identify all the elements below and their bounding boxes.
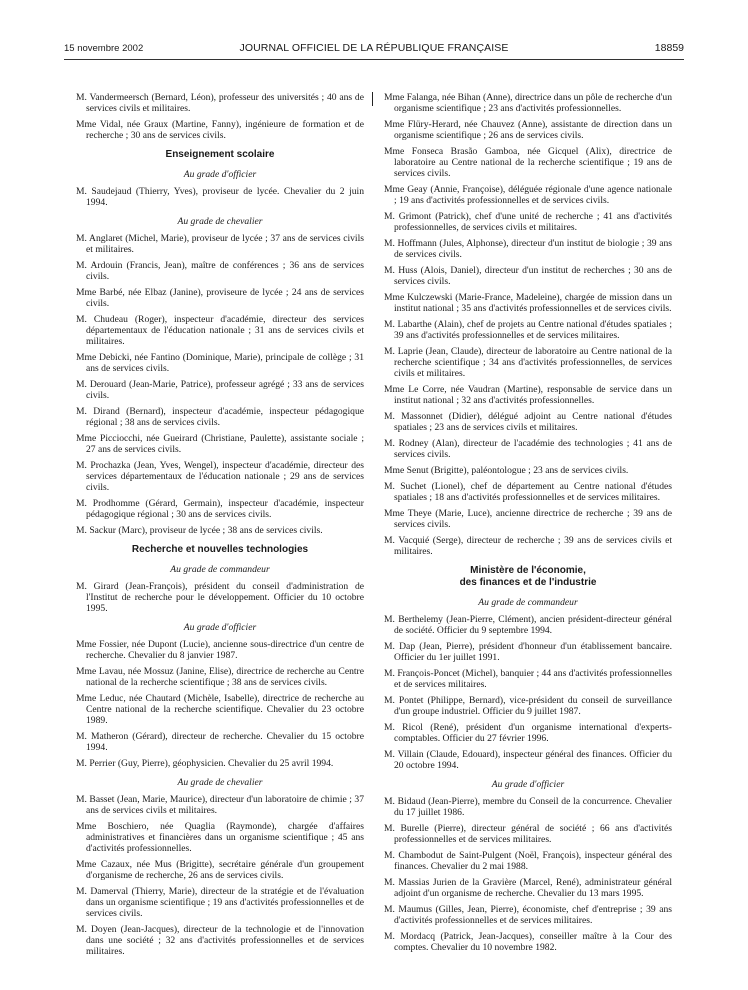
nominee-entry: M. Bidaud (Jean-Pierre), membre du Conseil de la concurrence. Chevalier du 17 juillet 1986.: [384, 796, 672, 818]
right-column: [384, 92, 672, 958]
nominee-entry: M. Damerval (Thierry, Marie), directeur de la stratégie et de l'évaluation dans un organisme scientifique ; 19 ans d'activités professionnelles et de services civils.: [76, 886, 364, 919]
nominee-entry: Mme Geay (Annie, Françoise), déléguée régionale d'une agence nationale ; 19 ans d'activités professionnelles et de services civils.: [384, 184, 672, 206]
grade-heading: Au grade de commandeur: [170, 564, 270, 575]
nominee-entry: M. Anglaret (Michel, Marie), proviseur de lycée ; 37 ans de services civils et militaires.: [76, 233, 364, 255]
nominee-entry: M. Labarthe (Alain), chef de projets au Centre national d'études spatiales ; 39 ans d'activités professionnelles et de services militaires.: [384, 319, 672, 341]
nominee-entry: M. Laprie (Jean, Claude), directeur de laboratoire au Centre national de la recherche scientifique ; 34 ans d'activités professionnelles, de services civils et militaires.: [384, 346, 672, 379]
nominee-entry: M. Matheron (Gérard), directeur de recherche. Chevalier du 15 octobre 1994.: [76, 731, 364, 753]
nominee-entry: M. Huss (Alois, Daniel), directeur d'un institut de recherches ; 30 ans de services civils.: [384, 265, 672, 287]
nominee-entry: M. Burelle (Pierre), directeur général de société ; 66 ans d'activités professionnelles et de services militaires.: [384, 823, 672, 845]
nominee-entry: M. Maumus (Gilles, Jean, Pierre), économiste, chef d'entreprise ; 39 ans d'activités professionnelles et de services militaires.: [384, 904, 672, 926]
nominee-entry: M. Prodhomme (Gérard, Germain), inspecteur d'académie, inspecteur pédagogique régional ; 30 ans de services civils.: [76, 498, 364, 520]
grade-heading: Au grade de chevalier: [177, 777, 263, 788]
section-heading: Ministère de l'économie, des finances et de l'industrie: [459, 565, 597, 588]
nominee-entry: M. Derouard (Jean-Marie, Patrice), professeur agrégé ; 33 ans de services civils.: [76, 379, 364, 401]
nominee-entry: M. Dap (Jean, Pierre), président d'honneur d'un établissement bancaire. Officier du 1er juillet 1991.: [384, 641, 672, 663]
nominee-entry: M. Perrier (Guy, Pierre), géophysicien. Chevalier du 25 avril 1994.: [76, 758, 334, 769]
issue-date: 15 novembre 2002: [64, 43, 144, 54]
nominee-entry: Mme Lavau, née Mossuz (Janine, Elise), directrice de recherche au Centre national de la recherche scientifique ; 38 ans de services civils.: [76, 666, 364, 688]
nominee-entry: M. Massonnet (Didier), délégué adjoint au Centre national d'études spatiales ; 23 ans de services civils et militaires.: [384, 411, 672, 433]
grade-heading: Au grade de chevalier: [177, 216, 263, 227]
nominee-entry: M. Vacquié (Serge), directeur de recherche ; 39 ans de services civils et militaires.: [384, 535, 672, 557]
nominee-entry: Mme Debicki, née Fantino (Dominique, Marie), principale de collège ; 31 ans de services civils.: [76, 352, 364, 374]
grade-heading: Au grade d'officier: [491, 779, 565, 790]
nominee-entry: Mme Boschiero, née Quaglia (Raymonde), chargée d'affaires administratives et financières dans un organisme scientifique ; 45 ans d'activités professionnelles.: [76, 821, 364, 854]
nominee-entry: M. Chambodut de Saint-Pulgent (Noël, François), inspecteur général des finances. Chevalier du 2 mai 1988.: [384, 850, 672, 872]
grade-heading: Au grade d'officier: [183, 169, 257, 180]
grade-heading: Au grade d'officier: [183, 622, 257, 633]
section-heading: Enseignement scolaire: [165, 149, 275, 160]
nominee-entry: Mme Falanga, née Bihan (Anne), directrice dans un pôle de recherche d'un organisme scientifique ; 23 ans d'activités professionnelles.: [384, 92, 672, 114]
nominee-entry: M. Basset (Jean, Marie, Maurice), directeur d'un laboratoire de chimie ; 37 ans de services civils et militaires.: [76, 794, 364, 816]
nominee-entry: M. Berthelemy (Jean-Pierre, Clément), ancien président-directeur général de société. Officier du 9 septembre 1994.: [384, 614, 672, 636]
nominee-entry: Mme Theye (Marie, Luce), ancienne directrice de recherche ; 39 ans de services civils.: [384, 508, 672, 530]
nominee-entry: M. Saudejaud (Thierry, Yves), proviseur de lycée. Chevalier du 2 juin 1994.: [76, 186, 364, 208]
left-column: [76, 92, 364, 962]
nominee-entry: Mme Leduc, née Chautard (Michèle, Isabelle), directrice de recherche au Centre national de la recherche scientifique. Chevalier du 23 octobre 1989.: [76, 693, 364, 726]
nominee-entry: Mme Senut (Brigitte), paléontologue ; 23 ans de services civils.: [384, 465, 629, 476]
nominee-entry: M. Pontet (Philippe, Bernard), vice-président du conseil de surveillance d'un groupe industriel. Officier du 9 juillet 1987.: [384, 695, 672, 717]
grade-heading: Au grade de commandeur: [478, 597, 578, 608]
section-heading: Recherche et nouvelles technologies: [131, 544, 309, 555]
nominee-entry: Mme Barbé, née Elbaz (Janine), proviseure de lycée ; 24 ans de services civils.: [76, 287, 364, 309]
nominee-entry: Mme Fonseca Brasão Gamboa, née Gicquel (Alix), directrice de laboratoire au Centre national de la recherche scientifique ; 19 ans de services civils.: [384, 146, 672, 179]
journal-title: JOURNAL OFFICIEL DE LA RÉPUBLIQUE FRANÇAISE: [239, 42, 509, 54]
nominee-entry: M. Ricol (René), président d'un organisme international d'experts-comptables. Officier du 27 février 1996.: [384, 722, 672, 744]
nominee-entry: M. Rodney (Alan), directeur de l'académie des technologies ; 41 ans de services civils.: [384, 438, 672, 460]
nominee-entry: M. Ardouin (Francis, Jean), maître de conférences ; 36 ans de services civils.: [76, 260, 364, 282]
nominee-entry: M. Vandermeersch (Bernard, Léon), professeur des universités ; 40 ans de services civils et militaires.: [76, 92, 364, 114]
nominee-entry: Mme Kulczewski (Marie-France, Madeleine), chargée de mission dans un institut national ; 35 ans d'activités professionnelles et de services civils.: [384, 292, 672, 314]
nominee-entry: M. Grimont (Patrick), chef d'une unité de recherche ; 41 ans d'activités professionnelles, de services civils et militaires.: [384, 211, 672, 233]
nominee-entry: Mme Flüry-Herard, née Chauvez (Anne), assistante de direction dans un organisme scientifique ; 26 ans de services civils.: [384, 119, 672, 141]
column-divider: [372, 92, 373, 106]
nominee-entry: M. Suchet (Lionel), chef de département au Centre national d'études spatiales ; 18 ans d'activités professionnelles et de services militaires.: [384, 481, 672, 503]
nominee-entry: M. Hoffmann (Jules, Alphonse), directeur d'un institut de biologie ; 39 ans de services civils.: [384, 238, 672, 260]
nominee-entry: Mme Picciocchi, née Gueirard (Christiane, Paulette), assistante sociale ; 27 ans de services civils.: [76, 433, 364, 455]
header-rule: [64, 59, 684, 60]
nominee-entry: Mme Vidal, née Graux (Martine, Fanny), ingénieure de formation et de recherche ; 30 ans de services civils.: [76, 119, 364, 141]
nominee-entry: M. Dirand (Bernard), inspecteur d'académie, inspecteur pédagogique régional ; 38 ans de services civils.: [76, 406, 364, 428]
page-header: [64, 40, 684, 56]
nominee-entry: M. Doyen (Jean-Jacques), directeur de la technologie et de l'innovation dans une société ; 32 ans d'activités professionnelles et de services militaires.: [76, 924, 364, 957]
nominee-entry: M. Massias Jurien de la Gravière (Marcel, René), administrateur général adjoint d'un organisme de recherche. Chevalier du 13 mars 1995.: [384, 877, 672, 899]
page-number: 18859: [654, 42, 684, 54]
nominee-entry: Mme Cazaux, née Mus (Brigitte), secrétaire générale d'un groupement d'organisme de recherche, 26 ans de services civils.: [76, 859, 364, 881]
nominee-entry: M. Girard (Jean-François), président du conseil d'administration de l'Institut de recherche pour le développement. Officier du 10 octobre 1995.: [76, 581, 364, 614]
nominee-entry: M. Sackur (Marc), proviseur de lycée ; 38 ans de services civils.: [76, 525, 323, 536]
nominee-entry: M. Villain (Claude, Edouard), inspecteur général des finances. Officier du 20 octobre 1994.: [384, 749, 672, 771]
nominee-entry: M. Mordacq (Patrick, Jean-Jacques), conseiller maître à la Cour des comptes. Chevalier du 10 novembre 1982.: [384, 931, 672, 953]
nominee-entry: M. Chudeau (Roger), inspecteur d'académie, directeur des services départementaux de l'éducation nationale ; 31 ans de services civils et militaires.: [76, 314, 364, 347]
nominee-entry: Mme Le Corre, née Vaudran (Martine), responsable de service dans un institut national ; 32 ans d'activités professionnelles.: [384, 384, 672, 406]
nominee-entry: M. François-Poncet (Michel), banquier ; 44 ans d'activités professionnelles et de services militaires.: [384, 668, 672, 690]
nominee-entry: M. Prochazka (Jean, Yves, Wengel), inspecteur d'académie, directeur des services départementaux de l'éducation nationale ; 29 ans de services civils.: [76, 460, 364, 493]
nominee-entry: Mme Fossier, née Dupont (Lucie), ancienne sous-directrice d'un centre de recherche. Chevalier du 8 janvier 1987.: [76, 639, 364, 661]
